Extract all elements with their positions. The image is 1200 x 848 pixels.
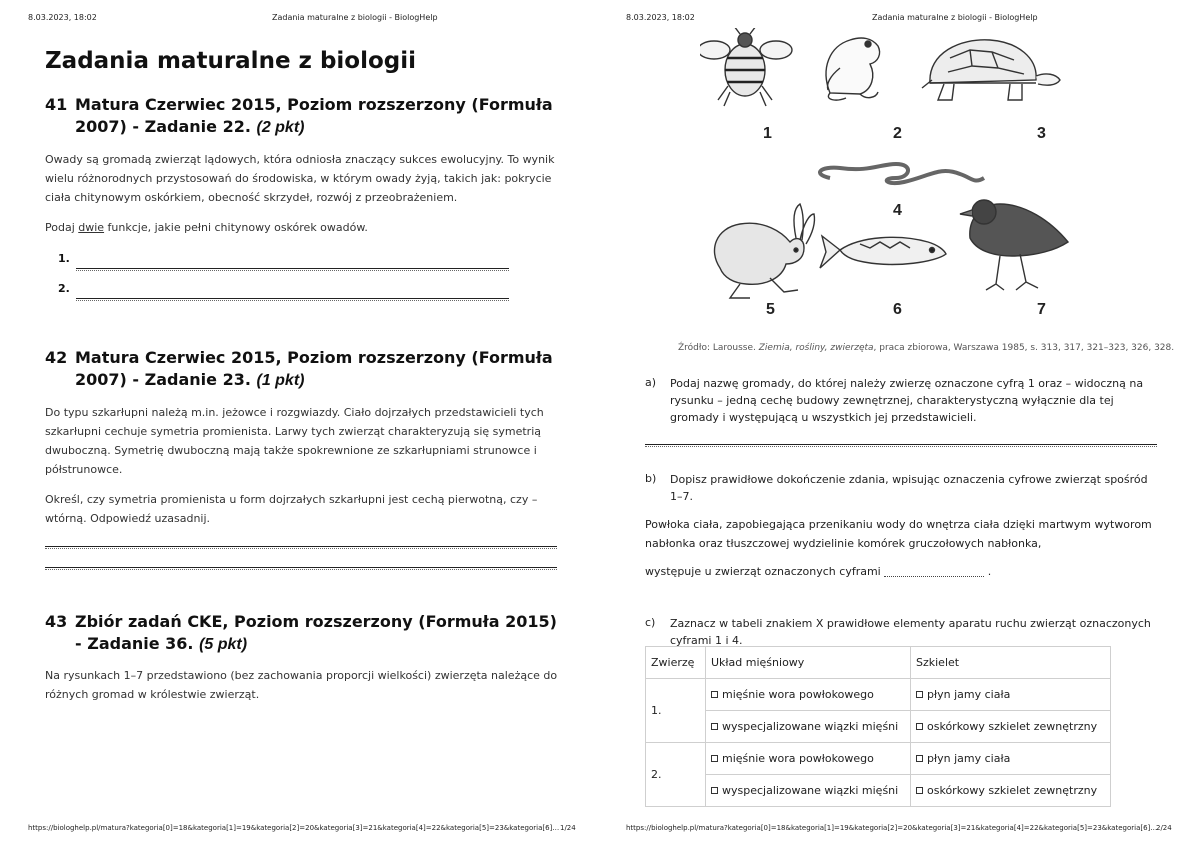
hare-icon	[714, 204, 814, 298]
task-number: 41	[45, 95, 68, 114]
checkbox[interactable]	[711, 723, 718, 730]
table-row	[646, 775, 1111, 807]
task-points: (5 pkt)	[199, 636, 248, 653]
answer-line-3[interactable]	[45, 546, 557, 549]
table-header-row	[646, 647, 1111, 679]
task-43-text: Na rysunkach 1–7 przedstawiono (bez zachowania proporcji wielkości) zwierzęta należące do różnych gromad w królestwie zwierząt.	[45, 669, 558, 701]
footer-page-number: 2/24	[1156, 824, 1172, 832]
footer-url: https://biologhelp.pl/matura?kategoria[0]=18&kategoria[1]=19&kategoria[2]=20&kategoria[3]=21&kategoria[4]=22&kategoria[5]=23&kategoria[6]…	[28, 824, 560, 832]
frog-icon	[826, 38, 879, 100]
task-title-line2: - Zadanie 36.	[75, 634, 200, 653]
completion-blank[interactable]	[884, 576, 984, 577]
figure-label-6: 6	[893, 301, 902, 318]
figure-label-4: 4	[893, 202, 902, 219]
task-42-text: Do typu szkarłupni należą m.in. jeżowce i rozgwiazdy. Ciało dojrzałych przedstawicieli tych szkarłupni cechuje symetria promienista. Larwy tych zwierząt charakteryzują się symetrią dwuboczną. Symetrię dwuboczną mają także spokrewnione ze szkarłupniami strunowce i półstrunowce.	[45, 406, 544, 476]
answer-label-2: 2.	[58, 282, 70, 295]
subtask-b-sentence: Powłoka ciała, zapobiegająca przenikaniu wody do wnętrza ciała dzięki martwym wytworom nabłonka oraz tłuszczowej wydzielinie komórek gruczołowych nabłonka,	[645, 518, 1152, 550]
header-date: 8.03.2023, 18:02	[28, 13, 97, 22]
table-row	[646, 679, 1111, 711]
subtask-b-completion	[645, 562, 1160, 581]
checkbox[interactable]	[711, 755, 718, 762]
question-after: funkcje, jakie pełni chitynowy oskórek owadów.	[104, 221, 368, 234]
option-label: oskórkowy szkielet zewnętrzny	[927, 784, 1098, 797]
task-title-line2: 2007) - Zadanie 23.	[75, 370, 257, 389]
figure-label-5: 5	[766, 301, 775, 318]
subtask-a-letter: a)	[645, 376, 657, 389]
snake-icon	[820, 164, 984, 183]
source-prefix: Źródło: Larousse.	[678, 343, 759, 353]
task-title-line1: Matura Czerwiec 2015, Poziom rozszerzony (Formuła	[75, 95, 553, 114]
task-42-question: Określ, czy symetria promienista u form dojrzałych szkarłupni jest cechą pierwotną, czy – wtórną. Odpowiedź uzasadnij.	[45, 493, 538, 525]
header-title: Zadania maturalne z biologii - BiologHelp	[272, 13, 438, 22]
header-date: 8.03.2023, 18:02	[626, 13, 695, 22]
figure-source	[678, 343, 1174, 353]
option-label: oskórkowy szkielet zewnętrzny	[927, 720, 1098, 733]
page-title: Zadania maturalne z biologii	[45, 48, 417, 74]
answer-line-2[interactable]	[76, 298, 509, 301]
table-header: Szkielet	[911, 647, 1111, 679]
task-points: (2 pkt)	[256, 119, 305, 136]
movement-elements-table	[645, 646, 1111, 807]
question-before: Podaj	[45, 221, 79, 234]
completion-after: .	[984, 565, 992, 578]
option-label: wyspecjalizowane wiązki mięśni	[722, 784, 899, 797]
option-label: wyspecjalizowane wiązki mięśni	[722, 720, 899, 733]
subtask-a-text: Podaj nazwę gromady, do której należy zwierzę oznaczone cyfrą 1 oraz – widoczną na rysunku – jedną cechę budowy zewnętrznej, charakterystyczną wyłącznie dla tej gromady i występującą u wszystkich jej przedstawicieli.	[670, 377, 1144, 424]
subtask-c-letter: c)	[645, 616, 656, 629]
task-title-line2: 2007) - Zadanie 22.	[75, 117, 257, 136]
animals-figure	[700, 28, 1100, 323]
task-points: (1 pkt)	[256, 372, 305, 389]
task-number: 42	[45, 348, 68, 367]
figure-label-1: 1	[763, 125, 772, 142]
table-row	[646, 743, 1111, 775]
bee-icon	[700, 28, 792, 106]
task-title-line1: Zbiór zadań CKE, Poziom rozszerzony (Formuła 2015)	[75, 612, 557, 631]
question-emphasis: dwie	[78, 221, 105, 234]
checkbox[interactable]	[711, 787, 718, 794]
completion-before: występuje u zwierząt oznaczonych cyframi	[645, 565, 885, 578]
checkbox[interactable]	[916, 723, 923, 730]
source-title: Ziemia, rośliny, zwierzęta	[758, 343, 874, 353]
figure-label-3: 3	[1037, 125, 1046, 142]
header-title: Zadania maturalne z biologii - BiologHelp	[872, 13, 1038, 22]
answer-label-1: 1.	[58, 252, 70, 265]
task-41-question	[45, 218, 560, 237]
table-header: Układ mięśniowy	[706, 647, 911, 679]
subtask-b-letter: b)	[645, 472, 657, 485]
option-cell[interactable]	[706, 743, 911, 775]
checkbox[interactable]	[916, 755, 923, 762]
option-label: płyn jamy ciała	[927, 752, 1011, 765]
bird-icon	[960, 200, 1068, 290]
task-41-heading	[45, 94, 565, 139]
pdf-page-2	[600, 0, 1200, 848]
subtask-c-text: Zaznacz w tabeli znakiem X prawidłowe elementy aparatu ruchu zwierząt oznaczonych cyframi 1 i 4.	[670, 617, 1151, 647]
checkbox[interactable]	[711, 691, 718, 698]
task-43-heading	[45, 611, 565, 656]
animal-cell: 2.	[646, 743, 706, 807]
answer-line-4[interactable]	[45, 567, 557, 570]
task-41-text: Owady są gromadą zwierząt lądowych, która odniosła znaczący sukces ewolucyjny. To wynik wielu różnorodnych przystosowań do środowiska, w którym owady żyją, takich jak: pokrycie ciała chitynowym oskórkiem, obecność skrzydeł, rozwój z przeobrażeniem.	[45, 153, 555, 204]
animal-cell: 1.	[646, 679, 706, 743]
option-cell[interactable]	[706, 711, 911, 743]
subtask-b-text: Dopisz prawidłowe dokończenie zdania, wpisując oznaczenia cyfrowe zwierząt spośród 1–7.	[670, 473, 1148, 503]
option-cell[interactable]	[706, 679, 911, 711]
footer-page-number: 1/24	[560, 824, 576, 832]
turtle-icon	[922, 40, 1060, 100]
option-cell[interactable]	[911, 775, 1111, 807]
option-label: mięśnie wora powłokowego	[722, 688, 874, 701]
checkbox[interactable]	[916, 691, 923, 698]
option-label: płyn jamy ciała	[927, 688, 1011, 701]
table-row	[646, 711, 1111, 743]
source-suffix: , praca zbiorowa, Warszawa 1985, s. 313, 317, 321–323, 326, 328.	[873, 343, 1175, 353]
option-cell[interactable]	[911, 711, 1111, 743]
option-cell[interactable]	[706, 775, 911, 807]
option-cell[interactable]	[911, 679, 1111, 711]
answer-line-1[interactable]	[76, 268, 509, 271]
footer-url: https://biologhelp.pl/matura?kategoria[0]=18&kategoria[1]=19&kategoria[2]=20&kategoria[3]=21&kategoria[4]=22&kategoria[5]=23&kategoria[6]…	[626, 824, 1158, 832]
figure-label-2: 2	[893, 125, 902, 142]
figure-label-7: 7	[1037, 301, 1046, 318]
option-cell[interactable]	[911, 743, 1111, 775]
checkbox[interactable]	[916, 787, 923, 794]
option-label: mięśnie wora powłokowego	[722, 752, 874, 765]
answer-line-a[interactable]	[645, 444, 1157, 447]
task-number: 43	[45, 612, 68, 631]
task-title-line1: Matura Czerwiec 2015, Poziom rozszerzony (Formuła	[75, 348, 553, 367]
fish-icon	[820, 236, 946, 268]
task-42-heading	[45, 347, 565, 392]
table-header: Zwierzę	[646, 647, 706, 679]
